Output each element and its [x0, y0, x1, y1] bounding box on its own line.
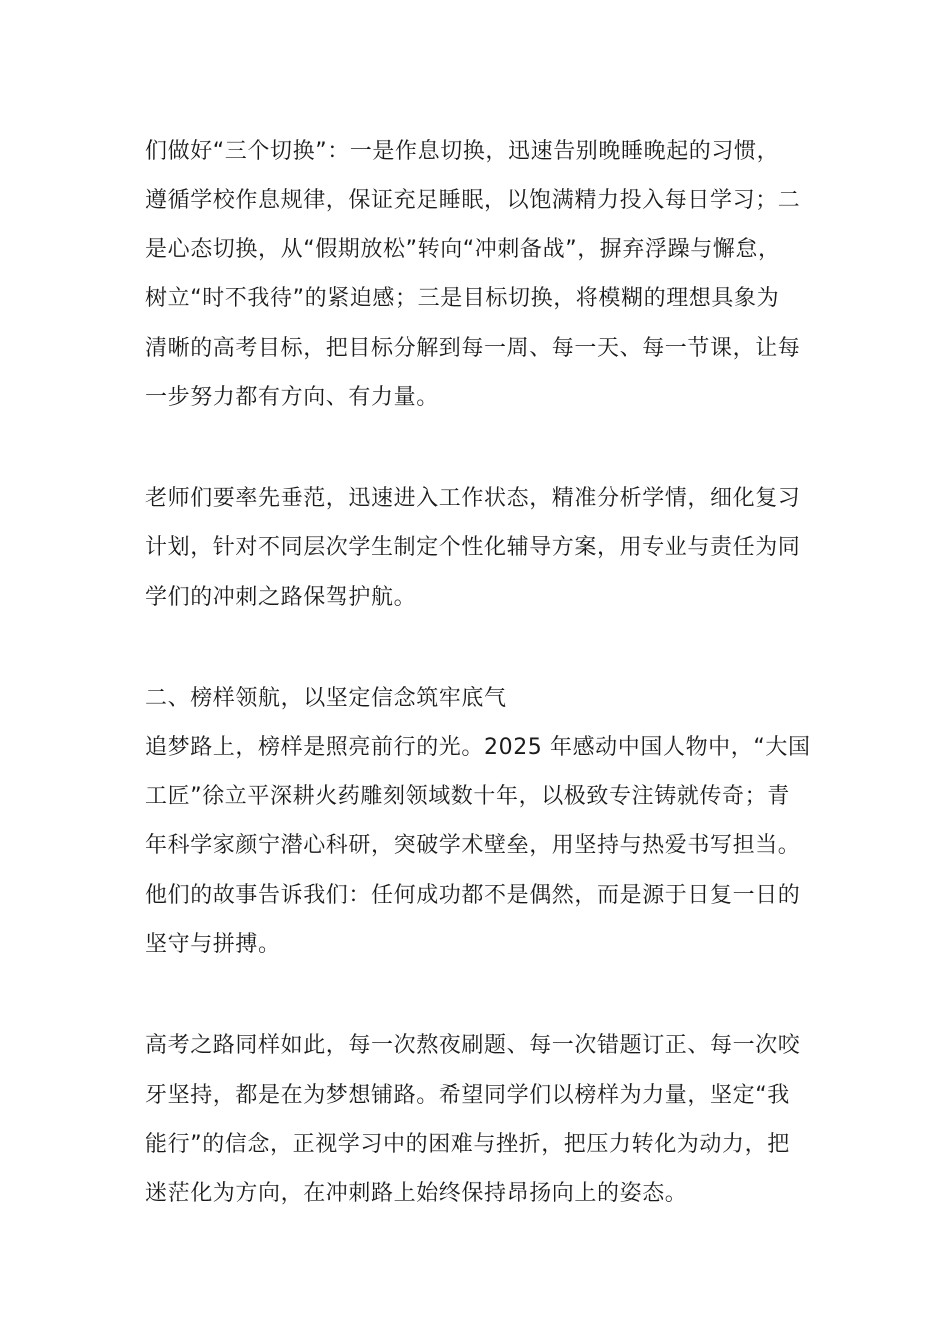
paragraph-1-line-5: 清晰的高考目标，把目标分解到每一周、每一天、每一节课，让每 — [145, 336, 801, 361]
paragraph-3-line-3: 年科学家颜宁潜心科研，突破学术壁垒，用坚持与热爱书写担当。 — [145, 833, 801, 858]
paragraph-1-line-1: 们做好“三个切换”：一是作息切换，迅速告别晚睡晚起的习惯， — [145, 139, 780, 164]
paragraph-4-line-3: 能行”的信念，正视学习中的困难与挫折，把压力转化为动力，把 — [145, 1132, 790, 1157]
paragraph-3-line-1: 追梦路上，榜样是照亮前行的光。2025 年感动中国人物中，“大国 — [145, 735, 811, 760]
paragraph-3-line-5: 坚守与拼搏。 — [145, 932, 281, 957]
paragraph-4-line-4: 迷茫化为方向，在冲刺路上始终保持昂扬向上的姿态。 — [145, 1181, 688, 1206]
paragraph-2-line-1: 老师们要率先垂范，迅速进入工作状态，精准分析学情，细化复习 — [145, 486, 801, 511]
paragraph-1-line-6: 一步努力都有方向、有力量。 — [145, 385, 439, 410]
paragraph-1-line-3: 是心态切换，从“假期放松”转向“冲刺备战”，摒弃浮躁与懈怠， — [145, 237, 781, 262]
paragraph-1-line-4: 树立“时不我待”的紧迫感；三是目标切换，将模糊的理想具象为 — [145, 286, 780, 311]
paragraph-2-line-2: 计划，针对不同层次学生制定个性化辅导方案，用专业与责任为同 — [145, 535, 801, 560]
paragraph-2-line-3: 学们的冲刺之路保驾护航。 — [145, 585, 417, 610]
section-heading: 二、榜样领航，以坚定信念筑牢底气 — [145, 686, 507, 711]
paragraph-4-line-1: 高考之路同样如此，每一次熬夜刷题、每一次错题订正、每一次咬 — [145, 1033, 801, 1058]
paragraph-1-line-2: 遵循学校作息规律，保证充足睡眠，以饱满精力投入每日学习；二 — [145, 188, 801, 213]
paragraph-3-line-2: 工匠”徐立平深耕火药雕刻领域数十年，以极致专注铸就传奇；青 — [145, 784, 790, 809]
paragraph-3-line-4: 他们的故事告诉我们：任何成功都不是偶然，而是源于日复一日的 — [145, 883, 801, 908]
paragraph-4-line-2: 牙坚持，都是在为梦想铺路。希望同学们以榜样为力量，坚定“我 — [145, 1083, 790, 1108]
